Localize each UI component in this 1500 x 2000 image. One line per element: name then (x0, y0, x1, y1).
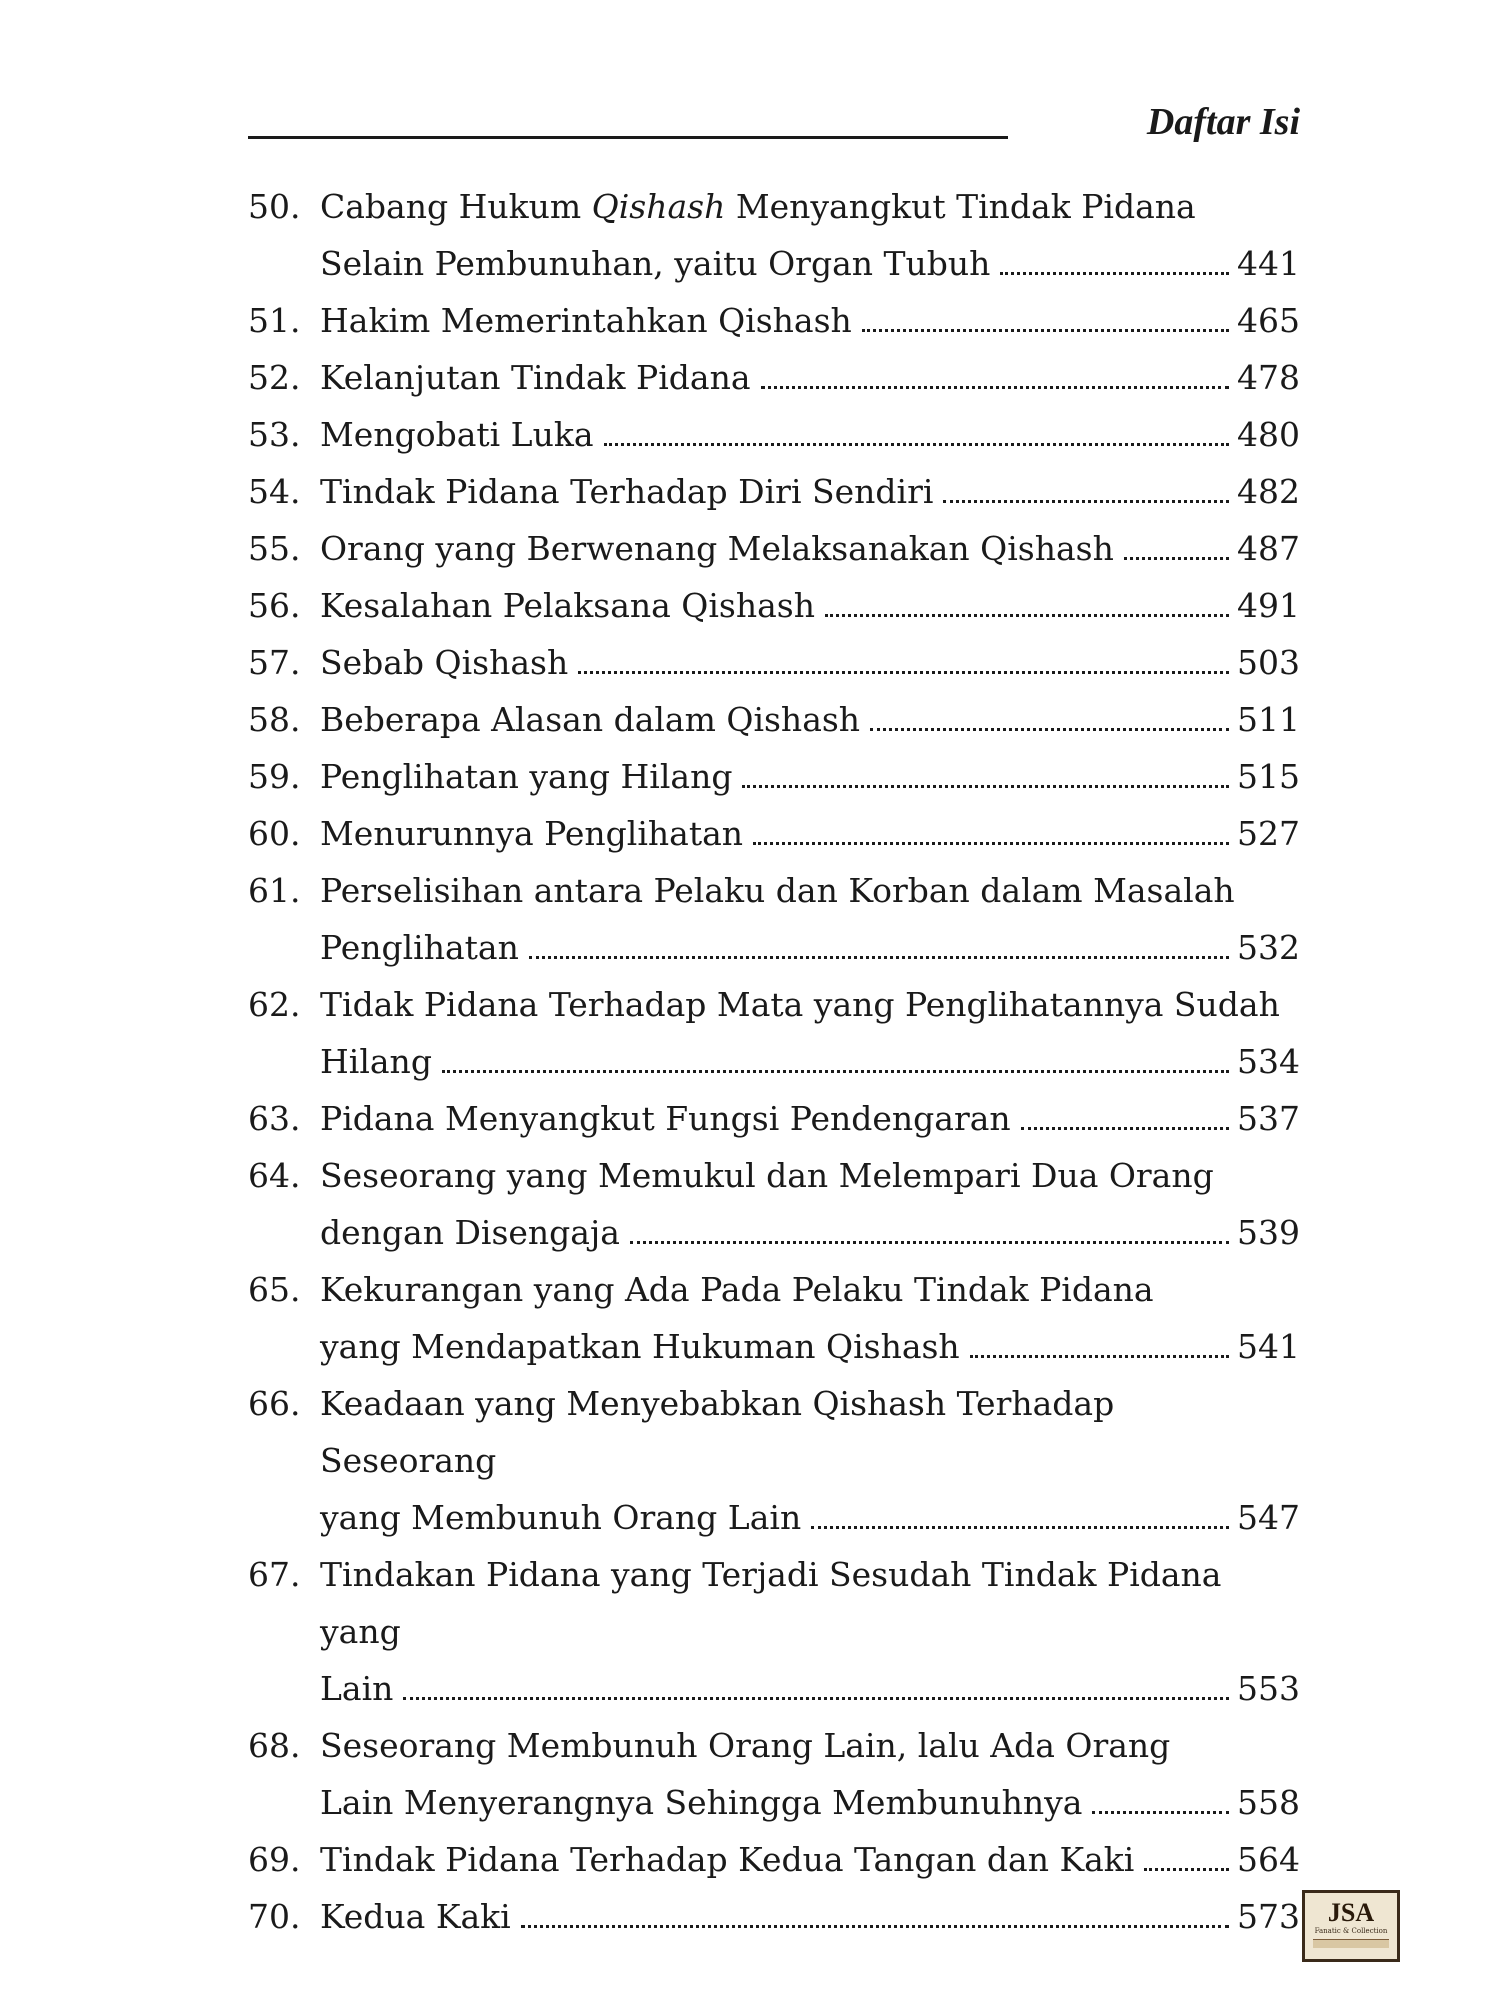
logo-laptop-graphic (1313, 1939, 1389, 1948)
toc-entry (248, 1546, 1300, 1717)
toc-entry (248, 577, 1300, 634)
toc-entry (248, 406, 1300, 463)
entry-title: yang Mendapatkan Hukuman Qishash (320, 1327, 960, 1366)
dot-leader (811, 1526, 1229, 1529)
dot-leader (578, 671, 1229, 674)
entry-title: Selain Pembunuhan, yaitu Organ Tubuh (320, 244, 991, 283)
entry-title-line: Seseorang yang Memukul dan Melempari Dua Orang (320, 1156, 1214, 1195)
entry-number: 60. (248, 814, 301, 853)
header-rule (248, 136, 1008, 139)
entry-number: 64. (248, 1156, 301, 1195)
entry-number: 50. (248, 187, 301, 226)
toc-entry (248, 748, 1300, 805)
entry-title-line: Seseorang Membunuh Orang Lain, lalu Ada Orang (320, 1726, 1171, 1765)
entry-title-line: Cabang Hukum Qishash Menyangkut Tindak Pidana (320, 187, 1196, 226)
entry-number: 55. (248, 529, 301, 568)
table-of-contents (248, 178, 1300, 1945)
dot-leader (862, 329, 1229, 332)
dot-leader (604, 443, 1229, 446)
page-number: 487 (1237, 529, 1300, 568)
entry-title-line: Keadaan yang Menyebabkan Qishash Terhadap Seseorang (320, 1384, 1115, 1480)
entry-title: Kelanjutan Tindak Pidana (320, 358, 751, 397)
entry-number: 58. (248, 700, 301, 739)
toc-entry (248, 520, 1300, 577)
entry-title: Penglihatan (320, 928, 519, 967)
dot-leader (870, 728, 1229, 731)
toc-entry (248, 1147, 1300, 1261)
dot-leader (943, 500, 1229, 503)
page-number: 573 (1237, 1897, 1300, 1936)
toc-entry (248, 292, 1300, 349)
entry-title-line: Tidak Pidana Terhadap Mata yang Penglihatannya Sudah (320, 985, 1280, 1024)
entry-number: 65. (248, 1270, 301, 1309)
entry-title: yang Membunuh Orang Lain (320, 1498, 802, 1537)
page-number: 547 (1237, 1498, 1300, 1537)
entry-number: 70. (248, 1897, 301, 1936)
page-number: 465 (1237, 301, 1300, 340)
toc-entry (248, 862, 1300, 976)
toc-entry (248, 1090, 1300, 1147)
entry-title: Kedua Kaki (320, 1897, 511, 1936)
page-number: 534 (1237, 1042, 1300, 1081)
page-number: 503 (1237, 643, 1300, 682)
dot-leader (1144, 1868, 1229, 1871)
entry-title: Lain Menyerangnya Sehingga Membunuhnya (320, 1783, 1083, 1822)
page-number: 532 (1237, 928, 1300, 967)
page-title: Daftar Isi (1146, 101, 1300, 143)
dot-leader (403, 1697, 1229, 1700)
entry-number: 53. (248, 415, 301, 454)
entry-title-line: Kekurangan yang Ada Pada Pelaku Tindak Pidana (320, 1270, 1154, 1309)
dot-leader (521, 1925, 1229, 1928)
entry-title: Hilang (320, 1042, 432, 1081)
entry-title: Beberapa Alasan dalam Qishash (320, 700, 861, 739)
toc-entry (248, 463, 1300, 520)
dot-leader (761, 386, 1229, 389)
entry-number: 66. (248, 1384, 301, 1423)
entry-title: dengan Disengaja (320, 1213, 620, 1252)
toc-entry (248, 691, 1300, 748)
publisher-logo: JSA Fanatic & Collection (1302, 1890, 1400, 1962)
dot-leader (529, 956, 1229, 959)
entry-number: 68. (248, 1726, 301, 1765)
page-number: 537 (1237, 1099, 1300, 1138)
toc-entry (248, 1375, 1300, 1546)
entry-number: 56. (248, 586, 301, 625)
entry-title: Sebab Qishash (320, 643, 569, 682)
entry-title: Penglihatan yang Hilang (320, 757, 733, 796)
entry-title: Tindak Pidana Terhadap Diri Sendiri (320, 472, 934, 511)
entry-title: Orang yang Berwenang Melaksanakan Qishash (320, 529, 1114, 568)
page-number: 478 (1237, 358, 1300, 397)
page-number: 515 (1237, 757, 1300, 796)
page-number: 553 (1237, 1669, 1300, 1708)
entry-number: 52. (248, 358, 301, 397)
page-number: 564 (1237, 1840, 1300, 1879)
page-number: 558 (1237, 1783, 1300, 1822)
dot-leader (630, 1241, 1229, 1244)
entry-number: 59. (248, 757, 301, 796)
entry-title: Menurunnya Penglihatan (320, 814, 744, 853)
dot-leader (970, 1355, 1229, 1358)
toc-entry (248, 634, 1300, 691)
entry-title: Hakim Memerintahkan Qishash (320, 301, 852, 340)
toc-entry (248, 1888, 1300, 1945)
toc-entry (248, 178, 1300, 292)
dot-leader (1000, 272, 1229, 275)
entry-number: 51. (248, 301, 301, 340)
entry-number: 57. (248, 643, 301, 682)
page-number: 491 (1237, 586, 1300, 625)
page-number: 539 (1237, 1213, 1300, 1252)
dot-leader (742, 785, 1229, 788)
page-number: 480 (1237, 415, 1300, 454)
entry-number: 67. (248, 1555, 301, 1594)
entry-title: Kesalahan Pelaksana Qishash (320, 586, 815, 625)
dot-leader (1021, 1127, 1229, 1130)
toc-entry (248, 349, 1300, 406)
entry-number: 63. (248, 1099, 301, 1138)
entry-number: 69. (248, 1840, 301, 1879)
entry-title-line: Perselisihan antara Pelaku dan Korban dalam Masalah (320, 871, 1235, 910)
toc-entry (248, 1261, 1300, 1375)
page-number: 441 (1237, 244, 1300, 283)
entry-title: Lain (320, 1669, 394, 1708)
toc-entry (248, 805, 1300, 862)
entry-number: 62. (248, 985, 301, 1024)
toc-entry (248, 1717, 1300, 1831)
dot-leader (442, 1070, 1229, 1073)
page-number: 527 (1237, 814, 1300, 853)
entry-number: 61. (248, 871, 301, 910)
entry-title: Tindak Pidana Terhadap Kedua Tangan dan Kaki (320, 1840, 1135, 1879)
entry-title-line: Tindakan Pidana yang Terjadi Sesudah Tindak Pidana yang (320, 1555, 1222, 1651)
entry-number: 54. (248, 472, 301, 511)
toc-entry (248, 976, 1300, 1090)
dot-leader (753, 842, 1229, 845)
toc-entry (248, 1831, 1300, 1888)
dot-leader (1124, 557, 1229, 560)
dot-leader (1092, 1811, 1229, 1814)
dot-leader (825, 614, 1229, 617)
page-number: 541 (1237, 1327, 1300, 1366)
page-number: 482 (1237, 472, 1300, 511)
entry-title: Pidana Menyangkut Fungsi Pendengaran (320, 1099, 1011, 1138)
page-header (248, 100, 1300, 146)
page-number: 511 (1237, 700, 1300, 739)
entry-title: Mengobati Luka (320, 415, 594, 454)
